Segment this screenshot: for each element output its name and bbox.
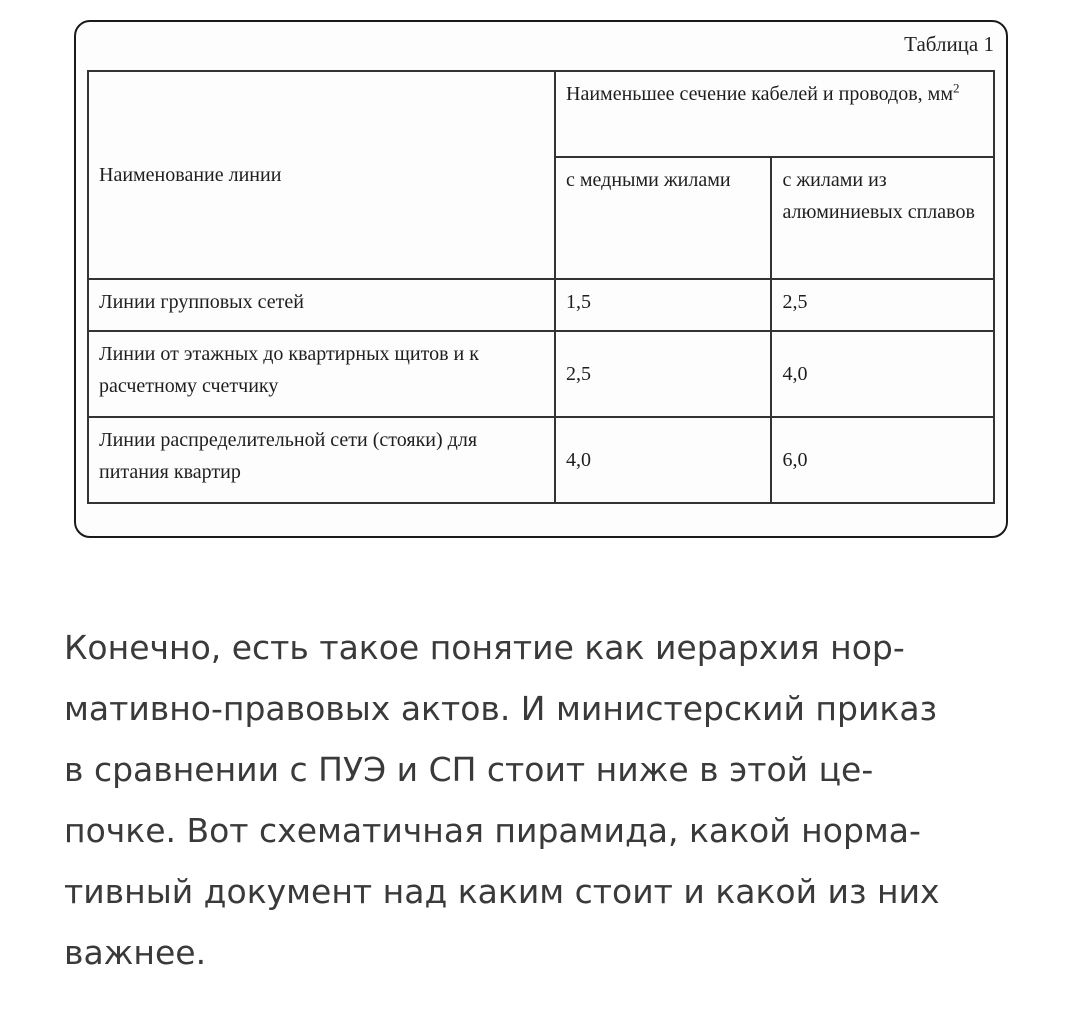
header-min-section [555, 71, 994, 157]
row-name: Линии от этажных до квартирных щитов и к расчетному счетчику [88, 331, 555, 417]
row-copper-value: 2,5 [555, 331, 771, 417]
table-caption: Таблица 1 [904, 32, 994, 56]
paragraph-line: почке. Вот схематичная пирамида, какой норма- [64, 811, 921, 850]
header-copper [555, 157, 771, 279]
header-line-name-label: Наименование линии [99, 164, 282, 186]
paragraph-line: мативно-правовых актов. И министерский приказ [64, 689, 938, 728]
table-row [88, 417, 994, 503]
article-paragraph [64, 617, 1034, 983]
table-row [88, 331, 994, 417]
row-aluminium-value: 4,0 [771, 331, 994, 417]
header-min-section-label: Наименьшее сечение кабелей и проводов, мм [566, 83, 953, 105]
table-row [88, 279, 994, 331]
paragraph-line: в сравнении с ПУЭ и СП стоит ниже в этой це- [64, 750, 874, 789]
row-aluminium-value: 6,0 [771, 417, 994, 503]
cable-section-table [87, 70, 995, 504]
paragraph-line: тивный документ над каким стоит и какой из них [64, 872, 940, 911]
row-name: Линии распределительной сети (стояки) для питания квартир [88, 417, 555, 503]
header-copper-label: с медными жилами [566, 169, 731, 191]
table-figure [74, 20, 1008, 538]
header-unit-superscript: 2 [952, 80, 960, 96]
paragraph-line: Конечно, есть такое понятие как иерархия нор- [64, 628, 905, 667]
header-line-name [88, 71, 555, 279]
row-aluminium-value: 2,5 [771, 279, 994, 331]
row-copper-value: 1,5 [555, 279, 771, 331]
header-aluminium-label: с жилами из алюминиевых сплавов [782, 169, 975, 223]
paragraph-line: важнее. [64, 933, 207, 972]
row-name: Линии групповых сетей [88, 279, 555, 331]
row-copper-value: 4,0 [555, 417, 771, 503]
header-aluminium [771, 157, 994, 279]
